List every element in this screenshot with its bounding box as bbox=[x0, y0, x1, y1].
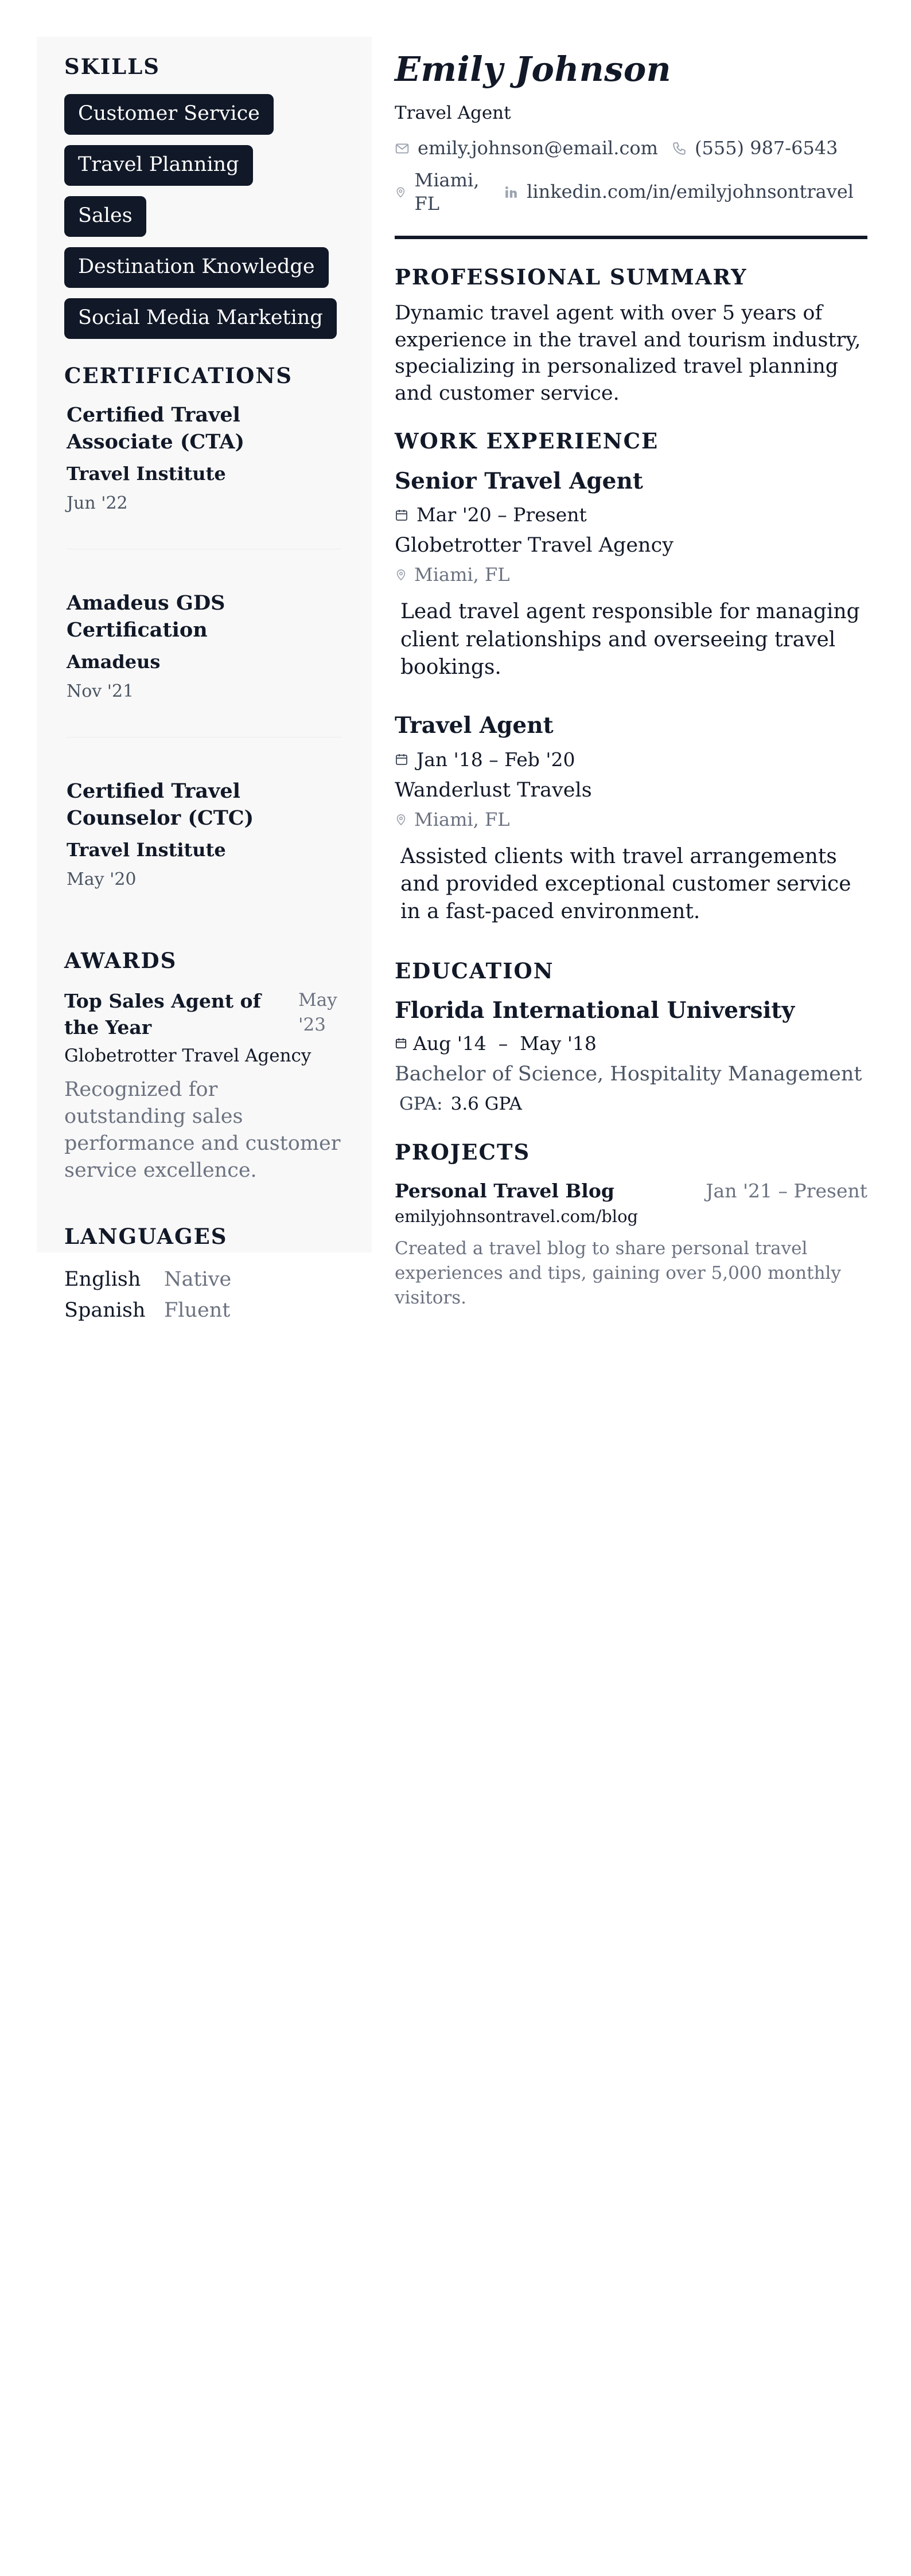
gpa-label: GPA: bbox=[399, 1093, 443, 1114]
project-url[interactable]: emilyjohnsontravel.com/blog bbox=[395, 1206, 639, 1226]
contact-row bbox=[395, 169, 867, 216]
gpa bbox=[395, 1094, 867, 1114]
skill-tag: Sales bbox=[64, 196, 146, 237]
language-name: Spanish bbox=[64, 1299, 146, 1322]
calendar-icon bbox=[395, 508, 408, 522]
gpa-value: 3.6 GPA bbox=[450, 1093, 522, 1114]
job-dates bbox=[395, 504, 867, 526]
phone-icon bbox=[672, 141, 687, 156]
header-divider bbox=[395, 236, 867, 239]
mail-icon bbox=[395, 141, 410, 156]
job-location bbox=[395, 809, 867, 830]
summary-text: Dynamic travel agent with over 5 years of experience in the travel and tourism industry, specializing in personalized travel planning and customer service. bbox=[395, 302, 861, 405]
sidebar bbox=[37, 37, 372, 1322]
skill-tag: Travel Planning bbox=[64, 145, 253, 186]
skill-tag: Destination Knowledge bbox=[64, 247, 329, 288]
calendar-icon bbox=[395, 1037, 407, 1049]
job-entry bbox=[395, 711, 867, 926]
job-entry bbox=[395, 467, 867, 681]
project-title: Personal Travel Blog bbox=[395, 1179, 614, 1202]
job-location-text: Miami, FL bbox=[414, 808, 510, 830]
school-name: Florida International University bbox=[395, 997, 795, 1024]
summary-heading: PROFESSIONAL SUMMARY bbox=[395, 264, 748, 290]
contact-phone[interactable] bbox=[672, 136, 838, 161]
job-position: Senior Travel Agent bbox=[395, 467, 643, 494]
location-text: Miami, FL bbox=[414, 169, 480, 215]
job-dates-text: Mar '20 – Present bbox=[416, 504, 587, 526]
project-description: Created a travel blog to share personal travel experiences and tips, gaining over 5,000 monthly visitors. bbox=[395, 1238, 841, 1308]
candidate-title: Travel Agent bbox=[395, 102, 511, 123]
contact-location bbox=[395, 169, 490, 216]
contact-linkedin[interactable] bbox=[504, 180, 854, 204]
education-dates bbox=[395, 1032, 867, 1055]
language-name: English bbox=[64, 1267, 141, 1291]
language-level: Native bbox=[164, 1267, 232, 1291]
skills-heading: SKILLS bbox=[64, 54, 160, 79]
certification-title: Certified Travel Counselor (CTC) bbox=[67, 779, 254, 830]
phone-text: (555) 987-6543 bbox=[694, 136, 838, 159]
work-heading: WORK EXPERIENCE bbox=[395, 428, 659, 454]
award-title: Top Sales Agent of the Year bbox=[64, 990, 261, 1039]
map-pin-icon bbox=[395, 813, 407, 826]
degree: Bachelor of Science, Hospitality Management bbox=[395, 1062, 862, 1086]
language-row bbox=[64, 1295, 344, 1326]
award-header bbox=[64, 988, 344, 1040]
certification-issuer: Travel Institute bbox=[67, 839, 226, 861]
main-content bbox=[395, 49, 867, 1310]
project-dates: Jan '21 – Present bbox=[706, 1179, 867, 1202]
languages-list bbox=[64, 1264, 344, 1326]
certification-item bbox=[64, 401, 344, 514]
job-description: Lead travel agent responsible for managing client relationships and overseeing travel bookings. bbox=[400, 600, 860, 679]
skills-list bbox=[64, 94, 340, 339]
skill-tag: Social Media Marketing bbox=[64, 298, 337, 339]
skill-tag: Customer Service bbox=[64, 94, 274, 135]
award-description: Recognized for outstanding sales performance and customer service excellence. bbox=[64, 1078, 341, 1182]
certification-issuer: Amadeus bbox=[67, 651, 161, 673]
certification-date: Nov '21 bbox=[67, 681, 134, 701]
certification-title: Amadeus GDS Certification bbox=[67, 591, 225, 642]
job-company: Wanderlust Travels bbox=[395, 778, 592, 802]
candidate-name: Emily Johnson bbox=[395, 49, 672, 89]
map-pin-icon bbox=[395, 568, 407, 581]
map-pin-icon bbox=[395, 185, 407, 200]
award-date: May '23 bbox=[298, 990, 337, 1036]
award-organization: Globetrotter Travel Agency bbox=[64, 1045, 312, 1066]
certification-item bbox=[64, 590, 344, 702]
certification-title: Certified Travel Associate (CTA) bbox=[67, 403, 245, 454]
languages-heading: LANGUAGES bbox=[64, 1223, 228, 1249]
job-location bbox=[395, 564, 867, 586]
contact-row bbox=[395, 136, 867, 161]
contact-email[interactable] bbox=[395, 136, 658, 161]
certification-date: May '20 bbox=[67, 869, 137, 890]
job-description: Assisted clients with travel arrangements and provided exceptional customer service in a fast-paced environment. bbox=[400, 844, 851, 924]
projects-heading: PROJECTS bbox=[395, 1139, 531, 1165]
job-location-text: Miami, FL bbox=[414, 564, 510, 586]
linkedin-icon bbox=[504, 185, 519, 200]
language-level: Fluent bbox=[164, 1299, 231, 1322]
certification-item bbox=[64, 778, 344, 891]
job-dates bbox=[395, 748, 867, 771]
education-dates-text: Aug '14 – May '18 bbox=[413, 1032, 597, 1055]
calendar-icon bbox=[395, 752, 408, 766]
linkedin-text: linkedin.com/in/emilyjohnsontravel bbox=[527, 181, 854, 203]
awards-heading: AWARDS bbox=[64, 948, 177, 974]
project-header bbox=[395, 1180, 867, 1202]
certifications-heading: CERTIFICATIONS bbox=[64, 363, 293, 389]
job-dates-text: Jan '18 – Feb '20 bbox=[416, 748, 575, 771]
certification-issuer: Travel Institute bbox=[67, 463, 226, 485]
education-heading: EDUCATION bbox=[395, 958, 554, 983]
certification-date: Jun '22 bbox=[67, 493, 128, 513]
job-position: Travel Agent bbox=[395, 712, 554, 739]
email-text: emily.johnson@email.com bbox=[418, 136, 658, 159]
job-company: Globetrotter Travel Agency bbox=[395, 534, 673, 557]
language-row bbox=[64, 1264, 344, 1295]
